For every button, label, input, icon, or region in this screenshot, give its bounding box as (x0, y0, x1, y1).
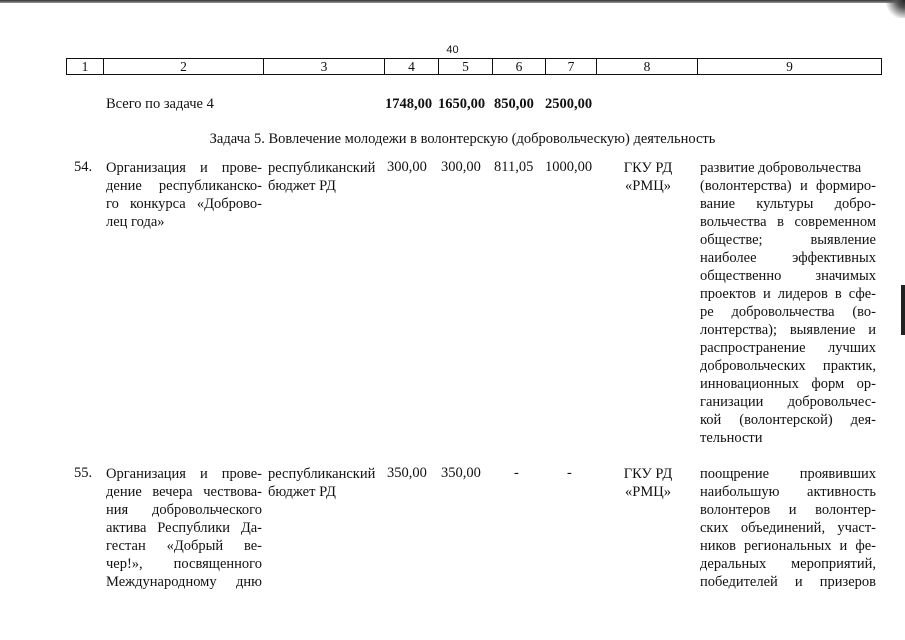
text-line: деральных мероприятий, (700, 556, 876, 572)
total-label: Всего по задаче 4 (106, 96, 214, 112)
event-name (106, 465, 262, 591)
text-line: ганизации добровольчес- (700, 394, 876, 410)
text-line: дение вечера чествова- (106, 484, 262, 500)
text-line: добровольческих практик, (700, 358, 876, 374)
text-line: «РМЦ» (625, 178, 671, 194)
text-line: проектов и лидеров в сфе- (700, 286, 876, 302)
text-line: поощрение проявивших (700, 466, 876, 482)
text-line: республиканский (268, 466, 376, 482)
text-line: лонтерства); выявление и (700, 322, 876, 338)
scan-top-edge (0, 0, 905, 3)
amount-value: 1000,00 (545, 159, 593, 175)
column-number: 2 (104, 59, 264, 75)
text-line: (волонтерства) и формиро- (700, 178, 876, 194)
column-number: 8 (597, 59, 698, 75)
text-line: вольчества в современном (700, 214, 876, 230)
text-line: «РМЦ» (625, 484, 671, 500)
text-line: инновационных форм ор- (700, 376, 876, 392)
text-line: ских объединений, участ- (700, 520, 876, 536)
text-line: бюджет РД (268, 484, 336, 500)
column-number: 6 (493, 59, 546, 75)
amount-value: 350,00 (387, 465, 427, 481)
column-number: 4 (385, 59, 439, 75)
funding-source (268, 465, 383, 501)
amount-value: - (567, 465, 572, 481)
text-line: ГКУ РД (623, 466, 673, 482)
text-line: чер!», посвященного (106, 556, 262, 572)
row-number: 54. (74, 159, 93, 175)
executor (604, 159, 692, 195)
text-line: кой (волонтерской) дея- (700, 412, 876, 428)
amount-value: 300,00 (441, 159, 481, 175)
total-value: 1650,00 (438, 96, 486, 112)
row-number: 55. (74, 465, 93, 481)
text-line: ния добровольческого (106, 502, 262, 518)
text-line: волонтеров и волонтер- (700, 502, 876, 518)
text-line: ре добровольчества (во- (700, 304, 876, 320)
text-line: бюджет РД (268, 178, 336, 194)
amount-value: 350,00 (441, 465, 481, 481)
text-line: развитие добровольчества (700, 160, 862, 176)
text-line: вание культуры добро- (700, 196, 876, 212)
text-line: гестан «Добрый ве- (106, 538, 262, 554)
total-value: 1748,00 (385, 96, 433, 112)
text-line: общественно значимых (700, 268, 876, 284)
amount-value: 811,05 (494, 159, 534, 175)
total-value: 2500,00 (545, 96, 593, 112)
column-number: 1 (67, 59, 104, 75)
text-line: победителей и призеров (700, 574, 876, 590)
expected-result (700, 465, 876, 591)
column-number: 3 (264, 59, 385, 75)
text-line: актива Республики Да- (106, 520, 262, 536)
text-line: ГКУ РД (623, 160, 673, 176)
text-line: обществе; выявление (700, 232, 876, 248)
page-number: 40 (446, 44, 459, 56)
expected-result (700, 159, 876, 447)
event-name (106, 159, 262, 231)
section-title: Задача 5. Вовлечение молодежи в волонтерскую (добровольческую) деятельность (209, 131, 716, 147)
column-number: 5 (439, 59, 493, 75)
column-number: 7 (546, 59, 597, 75)
text-line: лец года» (106, 214, 165, 230)
text-line: го конкурса «Доброво- (106, 196, 262, 212)
scan-corner-shadow (875, 0, 905, 18)
column-number-header (66, 58, 882, 75)
executor (604, 465, 692, 501)
text-line: наиболее эффективных (700, 250, 876, 266)
text-line: ников региональных и фе- (700, 538, 876, 554)
text-line: Международному дню (106, 574, 262, 590)
text-line: Организация и прове- (106, 160, 262, 176)
scan-edge-mark (901, 285, 905, 335)
text-line: тельности (700, 430, 763, 446)
text-line: распространение лучших (700, 340, 876, 356)
amount-value: 300,00 (387, 159, 427, 175)
text-line: наибольшую активность (700, 484, 876, 500)
text-line: дение республиканско- (106, 178, 262, 194)
text-line: Организация и прове- (106, 466, 262, 482)
amount-value: - (514, 465, 519, 481)
column-number: 9 (698, 59, 882, 75)
total-value: 850,00 (494, 96, 534, 112)
text-line: республиканский (268, 160, 376, 176)
funding-source (268, 159, 383, 195)
